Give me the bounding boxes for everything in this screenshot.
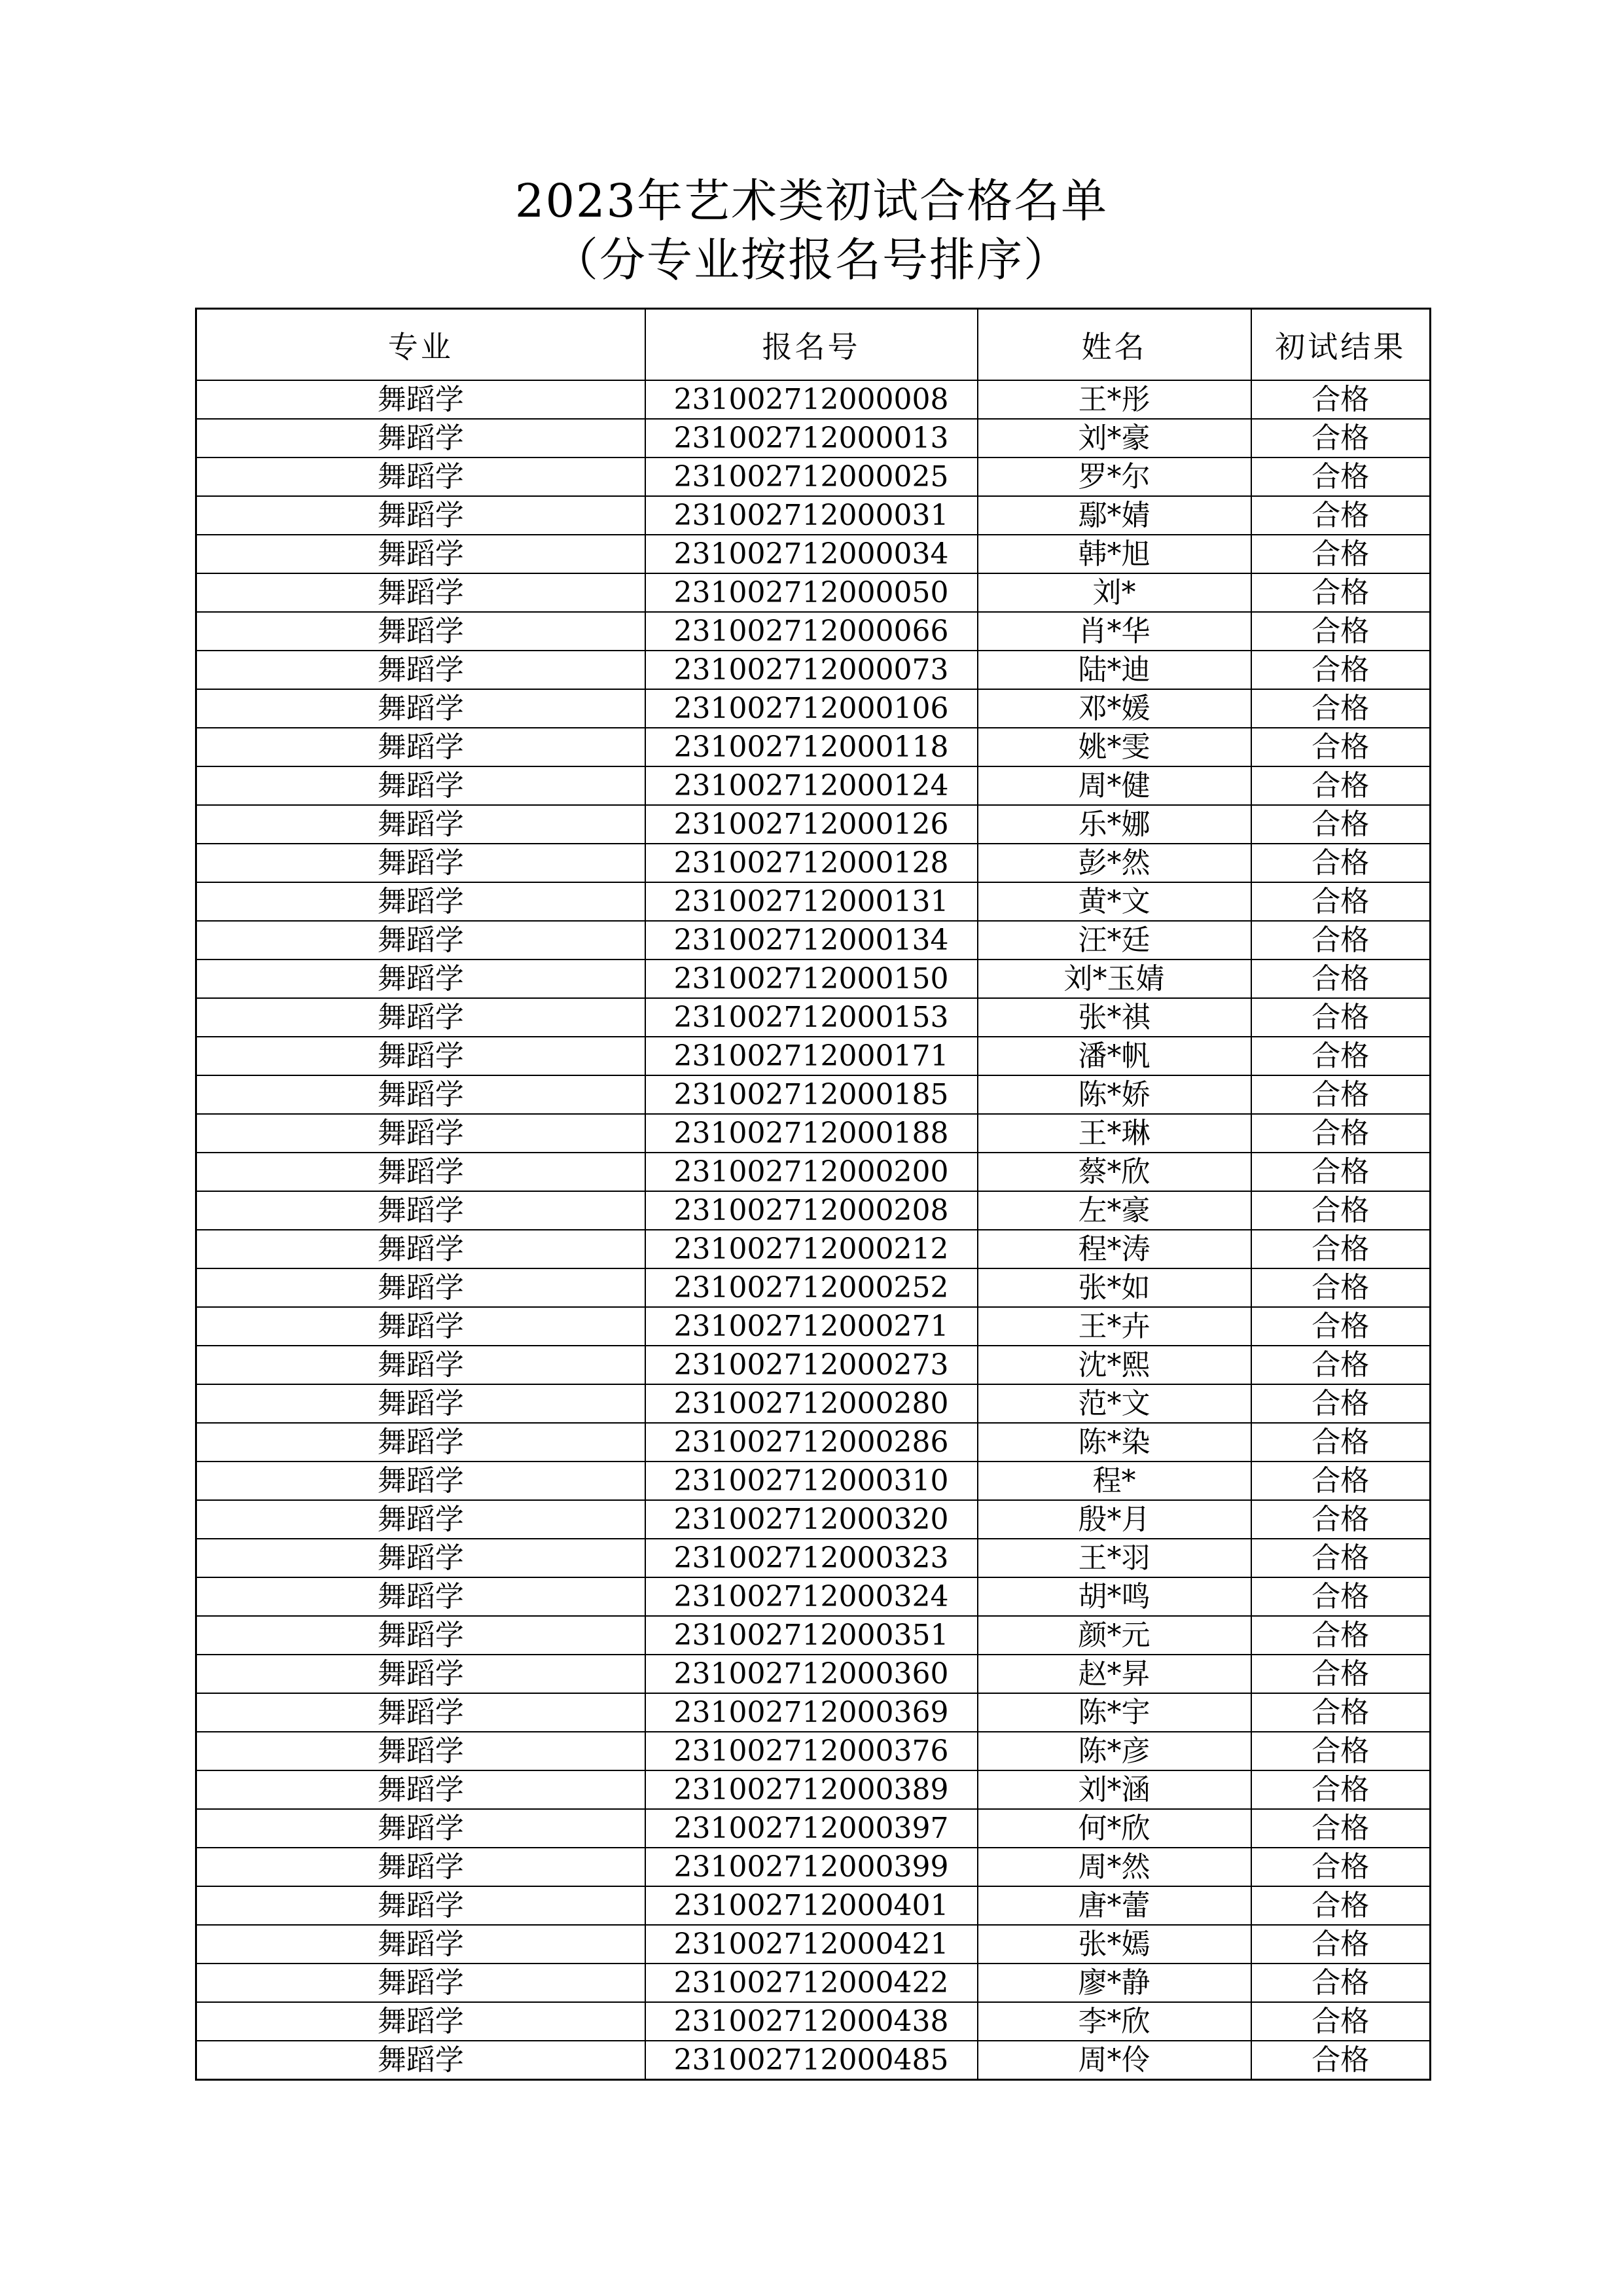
table-row <box>196 573 1431 612</box>
table-row <box>196 496 1431 535</box>
cell-major: 舞蹈学 <box>196 1037 645 1075</box>
table-row <box>196 1809 1431 1848</box>
cell-result: 合格 <box>1251 651 1431 689</box>
header-registration-number: 报名号 <box>645 309 978 381</box>
cell-registration-number: 231002712000360 <box>645 1655 978 1693</box>
cell-major: 舞蹈学 <box>196 728 645 766</box>
cell-name: 张*如 <box>978 1268 1251 1307</box>
cell-registration-number: 231002712000050 <box>645 573 978 612</box>
cell-registration-number: 231002712000323 <box>645 1539 978 1577</box>
cell-major: 舞蹈学 <box>196 844 645 882</box>
table-row <box>196 2002 1431 2041</box>
table-row <box>196 1925 1431 1964</box>
table-row <box>196 1655 1431 1693</box>
table-row <box>196 1037 1431 1075</box>
table-row <box>196 1693 1431 1732</box>
cell-name: 刘*涵 <box>978 1770 1251 1809</box>
cell-major: 舞蹈学 <box>196 1964 645 2002</box>
table-row <box>196 1539 1431 1577</box>
cell-registration-number: 231002712000351 <box>645 1616 978 1655</box>
table-row <box>196 1423 1431 1462</box>
table-row <box>196 1964 1431 2002</box>
cell-result: 合格 <box>1251 689 1431 728</box>
cell-major: 舞蹈学 <box>196 805 645 844</box>
table-row <box>196 882 1431 921</box>
cell-major: 舞蹈学 <box>196 2002 645 2041</box>
cell-registration-number: 231002712000131 <box>645 882 978 921</box>
cell-result: 合格 <box>1251 1964 1431 2002</box>
cell-registration-number: 231002712000422 <box>645 1964 978 2002</box>
cell-registration-number: 231002712000200 <box>645 1153 978 1191</box>
cell-major: 舞蹈学 <box>196 496 645 535</box>
results-table <box>195 308 1431 2081</box>
header-name: 姓名 <box>978 309 1251 381</box>
cell-major: 舞蹈学 <box>196 2041 645 2080</box>
cell-major: 舞蹈学 <box>196 1307 645 1346</box>
cell-name: 王*羽 <box>978 1539 1251 1577</box>
table-row <box>196 1500 1431 1539</box>
cell-major: 舞蹈学 <box>196 1732 645 1770</box>
cell-name: 胡*鸣 <box>978 1577 1251 1616</box>
cell-name: 左*豪 <box>978 1191 1251 1230</box>
table-row <box>196 1577 1431 1616</box>
cell-registration-number: 231002712000106 <box>645 689 978 728</box>
cell-major: 舞蹈学 <box>196 1423 645 1462</box>
table-header-row <box>196 309 1431 381</box>
cell-name: 王*琳 <box>978 1114 1251 1153</box>
cell-name: 周*健 <box>978 766 1251 805</box>
cell-registration-number: 231002712000324 <box>645 1577 978 1616</box>
cell-name: 鄢*婧 <box>978 496 1251 535</box>
table-body <box>196 380 1431 2080</box>
cell-registration-number: 231002712000008 <box>645 380 978 419</box>
table-row <box>196 1346 1431 1384</box>
cell-major: 舞蹈学 <box>196 1539 645 1577</box>
table-row <box>196 766 1431 805</box>
cell-major: 舞蹈学 <box>196 921 645 960</box>
cell-registration-number: 231002712000188 <box>645 1114 978 1153</box>
cell-result: 合格 <box>1251 496 1431 535</box>
cell-registration-number: 231002712000421 <box>645 1925 978 1964</box>
cell-result: 合格 <box>1251 1577 1431 1616</box>
cell-registration-number: 231002712000150 <box>645 960 978 998</box>
cell-major: 舞蹈学 <box>196 1384 645 1423</box>
header-major: 专业 <box>196 309 645 381</box>
cell-result: 合格 <box>1251 1616 1431 1655</box>
cell-result: 合格 <box>1251 1037 1431 1075</box>
cell-result: 合格 <box>1251 960 1431 998</box>
cell-name: 颜*元 <box>978 1616 1251 1655</box>
cell-major: 舞蹈学 <box>196 882 645 921</box>
cell-name: 范*文 <box>978 1384 1251 1423</box>
cell-name: 潘*帆 <box>978 1037 1251 1075</box>
cell-result: 合格 <box>1251 1886 1431 1925</box>
cell-name: 陈*娇 <box>978 1075 1251 1114</box>
cell-result: 合格 <box>1251 998 1431 1037</box>
cell-major: 舞蹈学 <box>196 1346 645 1384</box>
cell-result: 合格 <box>1251 1462 1431 1500</box>
cell-name: 陈*染 <box>978 1423 1251 1462</box>
cell-result: 合格 <box>1251 612 1431 651</box>
cell-major: 舞蹈学 <box>196 457 645 496</box>
cell-name: 张*祺 <box>978 998 1251 1037</box>
cell-registration-number: 231002712000208 <box>645 1191 978 1230</box>
cell-result: 合格 <box>1251 1693 1431 1732</box>
cell-result: 合格 <box>1251 1925 1431 1964</box>
cell-result: 合格 <box>1251 380 1431 419</box>
cell-result: 合格 <box>1251 573 1431 612</box>
cell-major: 舞蹈学 <box>196 1809 645 1848</box>
cell-result: 合格 <box>1251 766 1431 805</box>
cell-major: 舞蹈学 <box>196 1191 645 1230</box>
cell-result: 合格 <box>1251 1809 1431 1848</box>
table-row <box>196 1886 1431 1925</box>
cell-major: 舞蹈学 <box>196 1075 645 1114</box>
cell-major: 舞蹈学 <box>196 1268 645 1307</box>
cell-registration-number: 231002712000025 <box>645 457 978 496</box>
table-row <box>196 1153 1431 1191</box>
table-row <box>196 612 1431 651</box>
cell-major: 舞蹈学 <box>196 1114 645 1153</box>
cell-result: 合格 <box>1251 1114 1431 1153</box>
cell-result: 合格 <box>1251 1732 1431 1770</box>
cell-name: 赵*昇 <box>978 1655 1251 1693</box>
cell-result: 合格 <box>1251 1848 1431 1886</box>
cell-registration-number: 231002712000066 <box>645 612 978 651</box>
cell-name: 殷*月 <box>978 1500 1251 1539</box>
cell-result: 合格 <box>1251 2002 1431 2041</box>
cell-name: 张*嫣 <box>978 1925 1251 1964</box>
cell-name: 程*涛 <box>978 1230 1251 1268</box>
cell-registration-number: 231002712000369 <box>645 1693 978 1732</box>
table-row <box>196 1384 1431 1423</box>
cell-name: 陈*彦 <box>978 1732 1251 1770</box>
cell-registration-number: 231002712000320 <box>645 1500 978 1539</box>
table-row <box>196 1616 1431 1655</box>
cell-registration-number: 231002712000485 <box>645 2041 978 2080</box>
table-row <box>196 535 1431 573</box>
cell-result: 合格 <box>1251 2041 1431 2080</box>
cell-registration-number: 231002712000118 <box>645 728 978 766</box>
cell-major: 舞蹈学 <box>196 1500 645 1539</box>
table-row <box>196 805 1431 844</box>
cell-name: 刘*豪 <box>978 419 1251 457</box>
table-row <box>196 1848 1431 1886</box>
cell-registration-number: 231002712000273 <box>645 1346 978 1384</box>
cell-name: 程* <box>978 1462 1251 1500</box>
table-row <box>196 844 1431 882</box>
cell-name: 肖*华 <box>978 612 1251 651</box>
cell-name: 黄*文 <box>978 882 1251 921</box>
cell-major: 舞蹈学 <box>196 535 645 573</box>
cell-major: 舞蹈学 <box>196 1770 645 1809</box>
cell-result: 合格 <box>1251 1384 1431 1423</box>
cell-major: 舞蹈学 <box>196 1655 645 1693</box>
table-row <box>196 1075 1431 1114</box>
header-result: 初试结果 <box>1251 309 1431 381</box>
cell-registration-number: 231002712000399 <box>645 1848 978 1886</box>
cell-major: 舞蹈学 <box>196 573 645 612</box>
cell-result: 合格 <box>1251 1655 1431 1693</box>
table-row <box>196 419 1431 457</box>
cell-major: 舞蹈学 <box>196 1616 645 1655</box>
cell-registration-number: 231002712000286 <box>645 1423 978 1462</box>
cell-major: 舞蹈学 <box>196 1230 645 1268</box>
cell-registration-number: 231002712000126 <box>645 805 978 844</box>
cell-major: 舞蹈学 <box>196 612 645 651</box>
table-row <box>196 1268 1431 1307</box>
table-row <box>196 1307 1431 1346</box>
cell-major: 舞蹈学 <box>196 689 645 728</box>
cell-registration-number: 231002712000252 <box>645 1268 978 1307</box>
table-row <box>196 380 1431 419</box>
cell-name: 沈*熙 <box>978 1346 1251 1384</box>
cell-result: 合格 <box>1251 1539 1431 1577</box>
cell-major: 舞蹈学 <box>196 998 645 1037</box>
cell-name: 彭*然 <box>978 844 1251 882</box>
cell-registration-number: 231002712000397 <box>645 1809 978 1848</box>
table-row <box>196 1114 1431 1153</box>
cell-name: 邓*媛 <box>978 689 1251 728</box>
table-row <box>196 651 1431 689</box>
cell-result: 合格 <box>1251 1500 1431 1539</box>
cell-registration-number: 231002712000212 <box>645 1230 978 1268</box>
cell-result: 合格 <box>1251 419 1431 457</box>
cell-registration-number: 231002712000128 <box>645 844 978 882</box>
cell-major: 舞蹈学 <box>196 766 645 805</box>
cell-major: 舞蹈学 <box>196 1693 645 1732</box>
cell-major: 舞蹈学 <box>196 960 645 998</box>
cell-registration-number: 231002712000310 <box>645 1462 978 1500</box>
cell-major: 舞蹈学 <box>196 1925 645 1964</box>
cell-name: 蔡*欣 <box>978 1153 1251 1191</box>
cell-registration-number: 231002712000376 <box>645 1732 978 1770</box>
cell-name: 刘* <box>978 573 1251 612</box>
table-row <box>196 1770 1431 1809</box>
table-row <box>196 689 1431 728</box>
cell-registration-number: 231002712000171 <box>645 1037 978 1075</box>
table-row <box>196 921 1431 960</box>
cell-name: 王*卉 <box>978 1307 1251 1346</box>
cell-result: 合格 <box>1251 882 1431 921</box>
cell-result: 合格 <box>1251 1268 1431 1307</box>
cell-registration-number: 231002712000389 <box>645 1770 978 1809</box>
cell-result: 合格 <box>1251 1191 1431 1230</box>
cell-registration-number: 231002712000153 <box>645 998 978 1037</box>
table-row <box>196 2041 1431 2080</box>
cell-result: 合格 <box>1251 1423 1431 1462</box>
cell-major: 舞蹈学 <box>196 651 645 689</box>
page-subtitle: （分专业按报名号排序） <box>552 233 1071 287</box>
cell-result: 合格 <box>1251 844 1431 882</box>
cell-name: 罗*尔 <box>978 457 1251 496</box>
cell-registration-number: 231002712000438 <box>645 2002 978 2041</box>
cell-registration-number: 231002712000271 <box>645 1307 978 1346</box>
table-row <box>196 728 1431 766</box>
cell-name: 周*然 <box>978 1848 1251 1886</box>
table-row <box>196 1230 1431 1268</box>
cell-major: 舞蹈学 <box>196 419 645 457</box>
cell-name: 王*彤 <box>978 380 1251 419</box>
cell-result: 合格 <box>1251 1153 1431 1191</box>
cell-major: 舞蹈学 <box>196 380 645 419</box>
cell-name: 陈*宇 <box>978 1693 1251 1732</box>
cell-registration-number: 231002712000034 <box>645 535 978 573</box>
table-row <box>196 960 1431 998</box>
cell-registration-number: 231002712000031 <box>645 496 978 535</box>
cell-name: 韩*旭 <box>978 535 1251 573</box>
cell-name: 李*欣 <box>978 2002 1251 2041</box>
cell-registration-number: 231002712000124 <box>645 766 978 805</box>
cell-name: 刘*玉婧 <box>978 960 1251 998</box>
cell-registration-number: 231002712000073 <box>645 651 978 689</box>
table-row <box>196 998 1431 1037</box>
cell-name: 周*伶 <box>978 2041 1251 2080</box>
cell-result: 合格 <box>1251 921 1431 960</box>
cell-name: 姚*雯 <box>978 728 1251 766</box>
page-title: 2023年艺术类初试合格名单 <box>514 174 1109 228</box>
cell-name: 陆*迪 <box>978 651 1251 689</box>
cell-result: 合格 <box>1251 1230 1431 1268</box>
cell-result: 合格 <box>1251 1346 1431 1384</box>
table-row <box>196 1462 1431 1500</box>
cell-result: 合格 <box>1251 728 1431 766</box>
table-row <box>196 457 1431 496</box>
table-row <box>196 1732 1431 1770</box>
cell-result: 合格 <box>1251 1075 1431 1114</box>
cell-major: 舞蹈学 <box>196 1886 645 1925</box>
cell-name: 廖*静 <box>978 1964 1251 2002</box>
cell-registration-number: 231002712000401 <box>645 1886 978 1925</box>
cell-registration-number: 231002712000013 <box>645 419 978 457</box>
cell-major: 舞蹈学 <box>196 1153 645 1191</box>
cell-result: 合格 <box>1251 457 1431 496</box>
cell-result: 合格 <box>1251 805 1431 844</box>
cell-major: 舞蹈学 <box>196 1577 645 1616</box>
cell-registration-number: 231002712000280 <box>645 1384 978 1423</box>
cell-name: 何*欣 <box>978 1809 1251 1848</box>
table-row <box>196 1191 1431 1230</box>
cell-result: 合格 <box>1251 535 1431 573</box>
cell-result: 合格 <box>1251 1770 1431 1809</box>
cell-major: 舞蹈学 <box>196 1848 645 1886</box>
cell-major: 舞蹈学 <box>196 1462 645 1500</box>
cell-result: 合格 <box>1251 1307 1431 1346</box>
cell-name: 汪*廷 <box>978 921 1251 960</box>
cell-name: 乐*娜 <box>978 805 1251 844</box>
cell-registration-number: 231002712000134 <box>645 921 978 960</box>
cell-name: 唐*蕾 <box>978 1886 1251 1925</box>
cell-registration-number: 231002712000185 <box>645 1075 978 1114</box>
